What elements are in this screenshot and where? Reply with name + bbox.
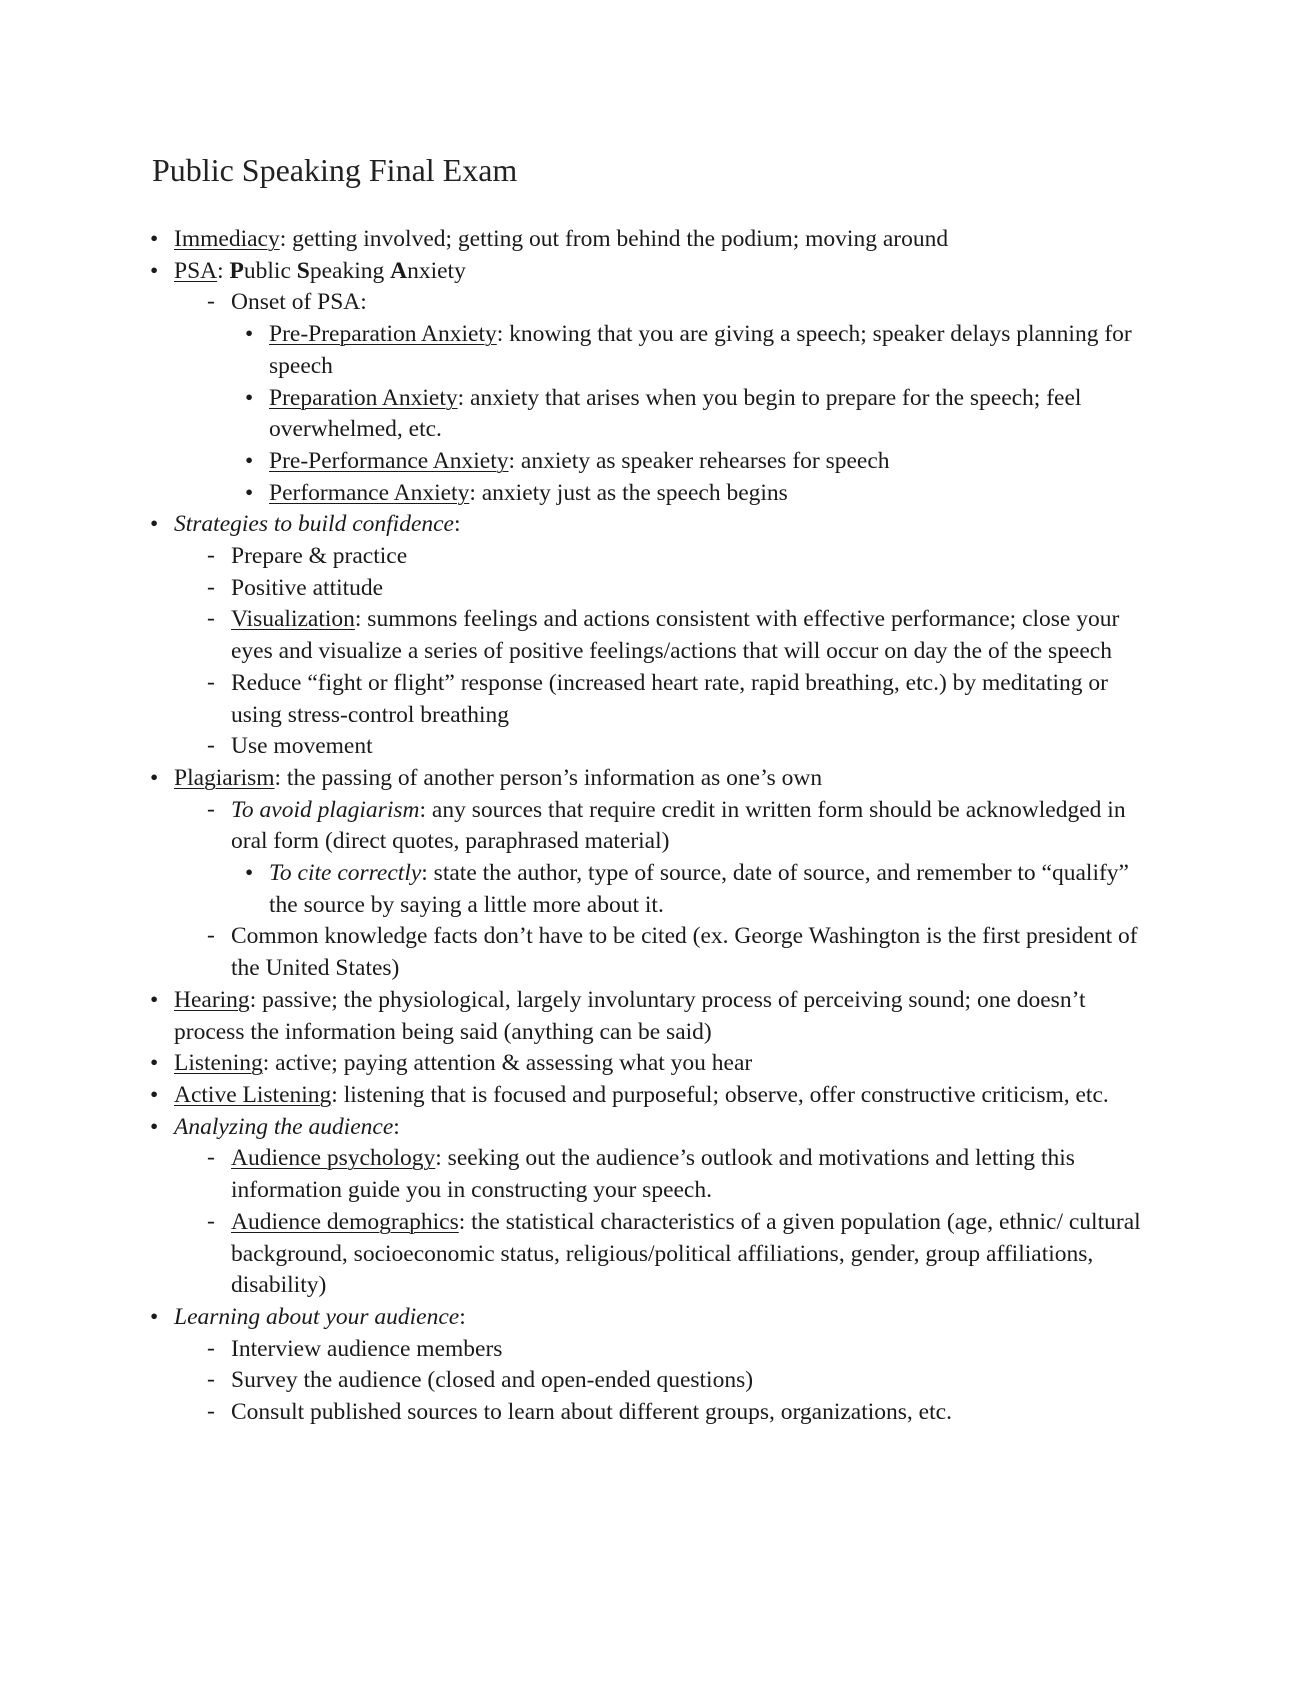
- psa-separator: :: [217, 257, 230, 284]
- list-item-listening: [150, 1048, 1150, 1080]
- term-performance: Performance Anxiety: [269, 479, 470, 506]
- page-title: Public Speaking Final Exam: [152, 152, 518, 188]
- psa-word-peaking: peaking: [309, 257, 391, 284]
- psa-letter-s: S: [296, 257, 310, 284]
- cite-label: To cite correctly: [269, 860, 422, 887]
- list-item-pre-performance: [245, 446, 1150, 478]
- list-item-consult: - Consult published sources to learn about different groups, organizations, etc.: [207, 1397, 1150, 1429]
- term-audience-psychology: Audience psychology: [231, 1145, 436, 1172]
- avoid-label: To avoid plagiarism: [231, 796, 420, 823]
- learning-label: Learning about your audience: [174, 1303, 460, 1330]
- definition-immediacy: : getting involved; getting out from behind the podium; moving around: [279, 226, 949, 252]
- list-item-visualization: [207, 604, 1150, 667]
- learning-sublist: [174, 1334, 1150, 1429]
- list-item-analyzing: [150, 1112, 1150, 1302]
- list-item-survey: - Survey the audience (closed and open-ended questions): [207, 1365, 1150, 1397]
- list-item-audience-demographics: [207, 1207, 1150, 1302]
- definition-visualization: : summons feelings and actions consistent with effective performance; close your eyes and visualize a series of positive feelings/actions that will occur on day the of the speech: [231, 606, 1120, 665]
- list-item-common-knowledge: - Common knowledge facts don’t have to be cited (ex. George Washington is the first president of the United States): [207, 921, 1150, 984]
- list-item-performance: [245, 478, 1150, 510]
- onset-label: Onset of PSA:: [231, 289, 367, 316]
- list-item-reduce: - Reduce “fight or flight” response (increased heart rate, rapid breathing, etc.) by meditating or using stress-control breathing: [207, 668, 1150, 731]
- list-item-audience-psychology: [207, 1143, 1150, 1206]
- list-item-learning: [150, 1302, 1150, 1429]
- definition-hearing: : passive; the physiological, largely involuntary process of perceiving sound; one doesn’t process the information being said (anything can be said): [174, 986, 1086, 1045]
- list-item-preparation: [245, 383, 1150, 446]
- avoid-text: : any sources that require credit in written form should be acknowledged in oral form (direct quotes, paraphrased material): [231, 796, 1126, 855]
- analyzing-sublist: [174, 1143, 1150, 1302]
- plagiarism-sublist: [174, 795, 1150, 985]
- list-item-hearing: [150, 985, 1150, 1048]
- list-item-active-listening: [150, 1080, 1150, 1112]
- psa-letter-a: A: [390, 257, 408, 284]
- definition-active-listening: : listening that is focused and purposeful; observe, offer constructive criticism, etc.: [331, 1081, 1109, 1108]
- list-item-onset: [207, 287, 1150, 509]
- definition-performance: : anxiety just as the speech begins: [469, 479, 788, 506]
- cite-text: : state the author, type of source, date of source, and remember to “qualify” the source by saying a little more about it.: [269, 860, 1129, 918]
- notes-outline: [150, 224, 1150, 1429]
- list-item-psa: [150, 256, 1150, 510]
- list-item-strategies: [150, 509, 1150, 763]
- definition-preparation: : anxiety that arises when you begin to prepare for the speech; feel overwhelmed, etc.: [269, 384, 1082, 443]
- term-hearing: Hearing: [174, 986, 250, 1013]
- list-item-plagiarism: [150, 763, 1150, 985]
- term-audience-demographics: Audience demographics: [231, 1208, 459, 1235]
- strategies-colon: :: [453, 511, 461, 538]
- term-listening: Listening: [174, 1050, 263, 1077]
- term-immediacy: Immediacy: [174, 226, 280, 252]
- definition-audience-psychology: : seeking out the audience’s outlook and motivations and letting this information guide you in constructing your speech.: [231, 1145, 1075, 1204]
- term-plagiarism: Plagiarism: [174, 764, 275, 791]
- definition-audience-demographics: : the statistical characteristics of a given population (age, ethnic/ cultural background, socioeconomic status, religious/political affiliations, gender, group affiliations, disability): [231, 1208, 1141, 1299]
- psa-word-ublic: ublic: [243, 257, 297, 284]
- learning-colon: :: [459, 1303, 466, 1330]
- list-item-interview: - Interview audience members: [207, 1334, 1150, 1366]
- analyzing-label: Analyzing the audience: [174, 1113, 394, 1140]
- list-item-cite: [245, 858, 1150, 921]
- definition-listening: : active; paying attention & assessing what you hear: [262, 1050, 753, 1077]
- definition-plagiarism: : the passing of another person’s information as one’s own: [274, 764, 823, 791]
- list-item-prepare: - Prepare & practice: [207, 541, 1150, 573]
- term-pre-preparation: Pre-Preparation Anxiety: [269, 321, 497, 348]
- definition-pre-preparation: : knowing that you are giving a speech; speaker delays planning for speech: [269, 321, 1132, 379]
- top-level-list: [150, 224, 1150, 1429]
- term-preparation: Preparation Anxiety: [269, 384, 458, 411]
- list-item-pre-preparation: [245, 319, 1150, 382]
- term-active-listening: Active Listening: [174, 1081, 332, 1108]
- definition-pre-performance: : anxiety as speaker rehearses for speech: [508, 447, 890, 474]
- list-item-avoid: [207, 795, 1150, 922]
- term-psa: PSA: [174, 257, 218, 284]
- strategies-label: Strategies to build confidence: [174, 511, 454, 538]
- list-item-movement: - Use movement: [207, 731, 1150, 763]
- psa-sublist: [174, 287, 1150, 509]
- psa-letter-p: P: [229, 257, 244, 284]
- psa-word-nxiety: nxiety: [407, 257, 466, 284]
- avoid-sublist: [231, 858, 1150, 921]
- list-item-positive: - Positive attitude: [207, 573, 1150, 605]
- analyzing-colon: :: [393, 1113, 400, 1140]
- onset-sublist: [231, 319, 1150, 509]
- term-pre-performance: Pre-Performance Anxiety: [269, 447, 509, 474]
- strategies-sublist: [174, 541, 1150, 763]
- list-item-immediacy: [150, 224, 1150, 256]
- term-visualization: Visualization: [231, 606, 355, 633]
